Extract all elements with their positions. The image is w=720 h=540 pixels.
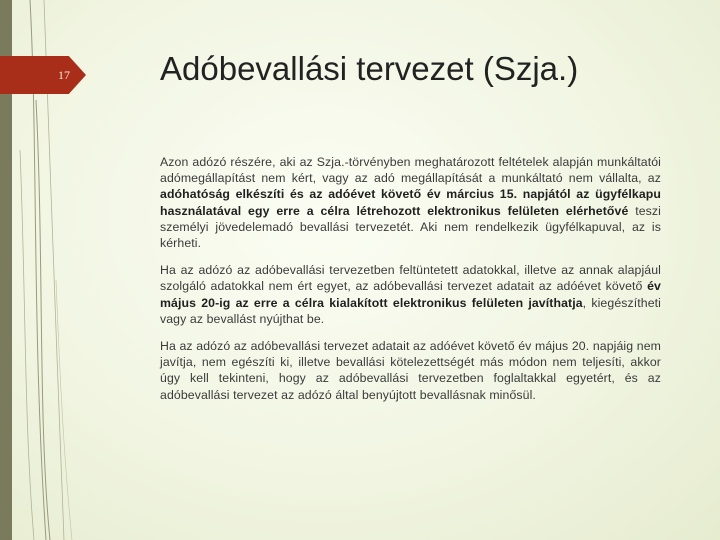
- slide-body: [160, 154, 661, 414]
- page-number-tab: [0, 56, 86, 94]
- paragraph-text: , kiegészítheti vagy az bevallást nyújthat be.: [160, 295, 662, 326]
- paragraph-text: Ha az adózó az adóbevallási tervezet adatait az adóévet követő év május 20. napjáig nem javítja, nem egészíti ki, illetve bevallási kötelezettségét más módon nem teljesíti, akkor úgy kell tekinteni, hogy az adóbevallási tervezetben foglaltakkal egyetért, és az adóbevallási tervezet az adózó által benyújtott bevallásnak minősül.: [160, 339, 661, 402]
- body-paragraph: [160, 338, 661, 403]
- page-number: 17: [58, 68, 70, 82]
- slide-title: Adóbevallási tervezet (Szja.): [160, 50, 579, 87]
- paragraph-bold-text: év május 20-ig az erre a célra kialakított elektronikus felületen javíthatja: [160, 279, 661, 310]
- body-paragraph: [160, 154, 661, 251]
- body-paragraph: [160, 262, 661, 327]
- paragraph-text: teszi személyi jövedelemadó bevallási tervezetét. Aki nem rendelkezik ügyfélkapuval, az is kérheti.: [160, 203, 661, 251]
- paragraph-bold-text: adóhatóság elkészíti és az adóévet követő év március 15. napjától az ügyfélkapu használatával egy erre a célra létrehozott elektronikus felületen elérhetővé: [160, 187, 661, 218]
- paragraph-text: Azon adózó részére, aki az Szja.-törvényben meghatározott feltételek alapján munkáltatói adómegállapítást nem kért, vagy az adó megállapítását a munkáltató nem vállalta, az: [160, 155, 661, 186]
- paragraph-text: Ha az adózó az adóbevallási tervezetben feltüntetett adatokkal, illetve az annak alapjául szolgáló adatokkal nem ért egyet, az adóbevallási tervezet adatait az adóévet követő: [160, 263, 661, 294]
